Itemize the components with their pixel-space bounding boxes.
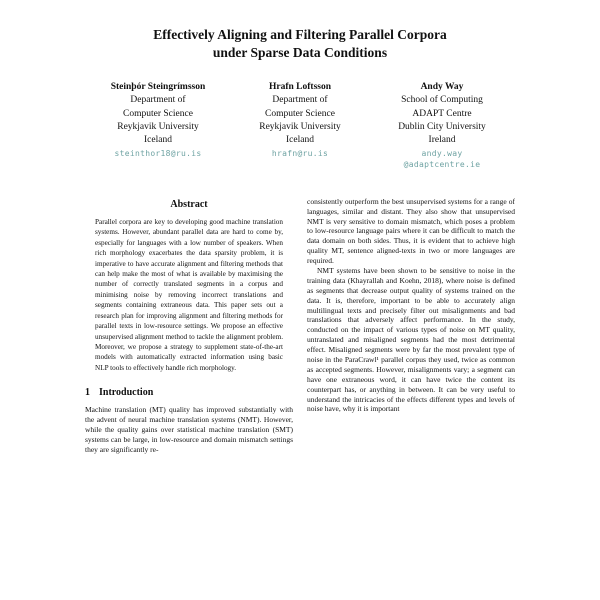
abstract-heading: Abstract <box>170 198 208 210</box>
author-affiliation-line: Ireland <box>428 135 456 146</box>
abstract-text: Parallel corpora are key to developing good machine translation systems. However, abundant parallel data are hard to come by, especially for languages with a low number of speakers. When rich morphology exacerbates the data sparsity problem, it is imperative to have accurate alignment and filtering methods that can help make the most of what is available by maximising the number of correctly translated segments in a corpus and minimising noise by removing incorrect translations and segments containing extraneous data. This paper sets out a research plan for improving alignment and filtering methods for parallel texts in low-resource settings. We propose an effective unsupervised alignment method to tackle the alignment problem. Moreover, we propose a strategy to supplement state-of-the-art models with automatically extracted information using basic NLP tools to effectively handle rich morphology. <box>95 217 283 372</box>
author-affiliation-line: School of Computing <box>401 95 483 106</box>
author-affiliation-line: Reykjavik University <box>259 121 341 132</box>
author-block-1 <box>87 81 229 171</box>
introduction-paragraph: Machine translation (MT) quality has improved substantially with the advent of neural machine translation systems (NMT). However, while the quality gains over statistical machine translation (SMT) systems can be large, in low-resource and domain mismatch settings they are significantly re- <box>85 405 293 454</box>
right-column <box>307 197 515 455</box>
section-number: 1 <box>85 387 90 399</box>
section-1-heading <box>85 387 293 398</box>
author-block-2 <box>229 81 371 171</box>
author-name: Hrafn Loftsson <box>268 82 332 93</box>
author-affiliation-line: Reykjavik University <box>117 121 199 132</box>
author-name: Andy Way <box>420 82 464 93</box>
author-affiliation-line: Computer Science <box>123 108 193 119</box>
paper-title-line1: Effectively Aligning and Filtering Parallel Corpora <box>153 27 447 42</box>
two-column-body <box>85 197 515 455</box>
author-affiliation-line: ADAPT Centre <box>412 108 472 119</box>
right-column-paragraph-2: NMT systems have been shown to be sensitive to noise in the training data (Khayrallah and Koehn, 2018), where noise is defined as segments that decrease output quality of systems trained on the data. It is, therefore, important to be able to accurately align multilingual texts and precisely filter out misalignments and bad translations that adversely affect performance. In the study, conducted on the impact of various types of noise on MT quality, untranslated and misaligned segments had the most detrimental effect. Misaligned segments were by far the most prevalent type of noise in the ParaCrawl¹ parallel corpus they used, twice as common as accepted segments. However, misalignments vary; a segment can have one extraneous word, it can have twice the content its counterpart has, or anything in between. It can be very useful to understand the intricacies of the effects different types and levels of noise have, why it is important <box>307 266 515 414</box>
paper-title-line2: under Sparse Data Conditions <box>212 44 388 60</box>
author-email-line2: @adaptcentre.ie <box>403 160 481 170</box>
author-name: Steinþór Steingrímsson <box>110 82 206 93</box>
author-email: andy.way <box>421 148 463 158</box>
author-email: hrafn@ru.is <box>271 148 329 158</box>
author-email: steinthor18@ru.is <box>114 148 202 158</box>
author-row <box>87 81 513 171</box>
author-affiliation-line: Computer Science <box>265 108 335 119</box>
author-affiliation-line: Department of <box>130 95 186 106</box>
left-column <box>85 197 293 455</box>
section-title: Introduction <box>99 387 154 399</box>
author-block-3 <box>371 81 513 171</box>
right-column-paragraph-1: consistently outperform the best unsupervised systems for a range of languages, similar and distant. They also show that unsupervised NMT is very sensitive to domain mismatch, which poses a problem to low-resource language pairs where it can be difficult to match the data domain on both sides. Thus, it is evident that to achieve high quality MT, sentence aligned-texts in two or more languages are required. <box>307 196 515 266</box>
author-affiliation-line: Department of <box>272 95 328 106</box>
author-affiliation-line: Iceland <box>144 135 172 146</box>
author-affiliation-line: Iceland <box>286 135 314 146</box>
author-affiliation-line: Dublin City University <box>398 121 486 132</box>
paper-title <box>85 26 515 61</box>
